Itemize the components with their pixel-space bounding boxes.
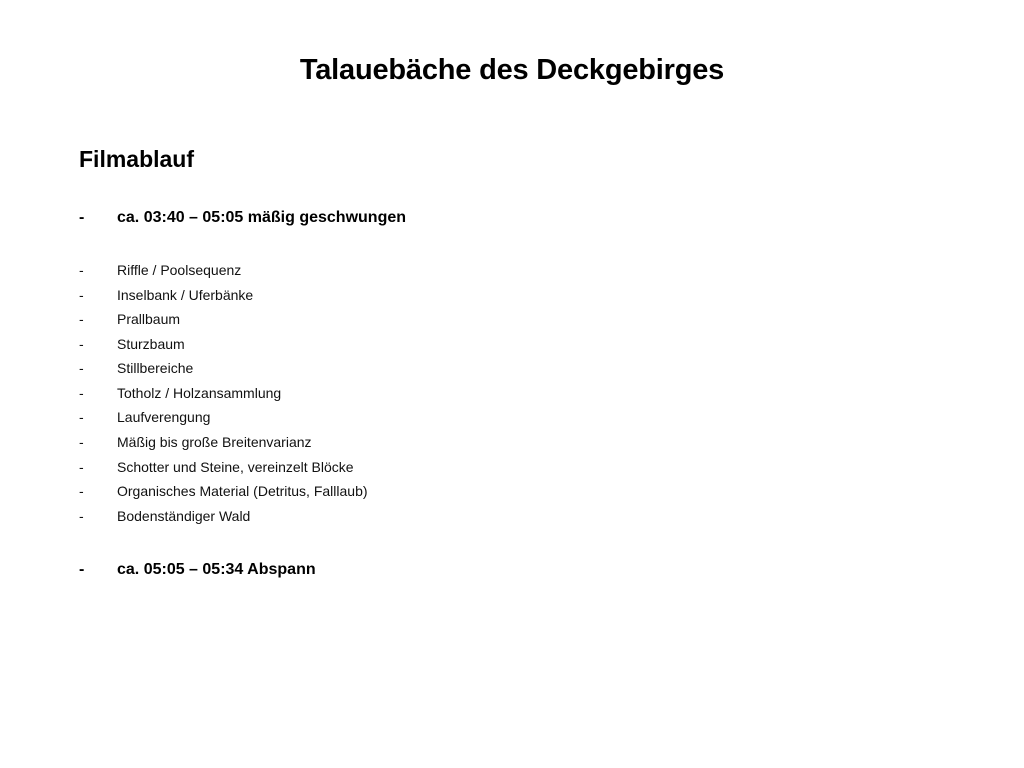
bullet-dash: -	[79, 311, 84, 327]
slide-subtitle: Filmablauf	[79, 146, 195, 172]
bullet-dash: -	[79, 561, 85, 578]
list-item-text: Bodenständiger Wald	[117, 508, 251, 524]
bullet-dash: -	[79, 434, 84, 450]
bullet-dash: -	[79, 209, 85, 226]
list-item-text: Stillbereiche	[117, 360, 194, 376]
list-item	[79, 458, 679, 476]
list-item-text: Inselbank / Uferbänke	[117, 287, 254, 303]
slide-title: Talauebäche des Deckgebirges	[299, 54, 725, 86]
list-item-text: Laufverengung	[117, 409, 211, 425]
list-item	[79, 384, 679, 402]
list-item-text: Totholz / Holzansammlung	[117, 385, 282, 401]
bullet-dash: -	[79, 508, 84, 524]
list-item	[79, 335, 679, 353]
list-item-text: Sturzbaum	[117, 336, 185, 352]
list-item	[79, 286, 679, 304]
bullet-dash: -	[79, 262, 84, 278]
bullet-dash: -	[79, 459, 84, 475]
list-item-text: Organisches Material (Detritus, Falllaub)	[117, 483, 368, 499]
list-item-text: Schotter und Steine, vereinzelt Blöcke	[117, 459, 354, 475]
list-item	[79, 310, 679, 328]
section-heading-text: ca. 03:40 – 05:05 mäßig geschwungen	[117, 209, 407, 226]
list-item	[79, 359, 679, 377]
list-item-text: Prallbaum	[117, 311, 181, 327]
bullet-dash: -	[79, 360, 84, 376]
bullet-dash: -	[79, 336, 84, 352]
list-item-text: Riffle / Poolsequenz	[117, 262, 242, 278]
section-heading-1	[79, 207, 679, 229]
section-heading-text: ca. 05:05 – 05:34 Abspann	[117, 561, 316, 578]
list-item	[79, 261, 679, 279]
section-heading-2	[79, 559, 679, 581]
list-item	[79, 507, 679, 525]
bullet-dash: -	[79, 483, 84, 499]
bullet-dash: -	[79, 287, 84, 303]
list-item	[79, 433, 679, 451]
bullet-dash: -	[79, 409, 84, 425]
list-item-text: Mäßig bis große Breitenvarianz	[117, 434, 312, 450]
bullet-dash: -	[79, 385, 84, 401]
list-item	[79, 482, 679, 500]
list-item	[79, 408, 679, 426]
